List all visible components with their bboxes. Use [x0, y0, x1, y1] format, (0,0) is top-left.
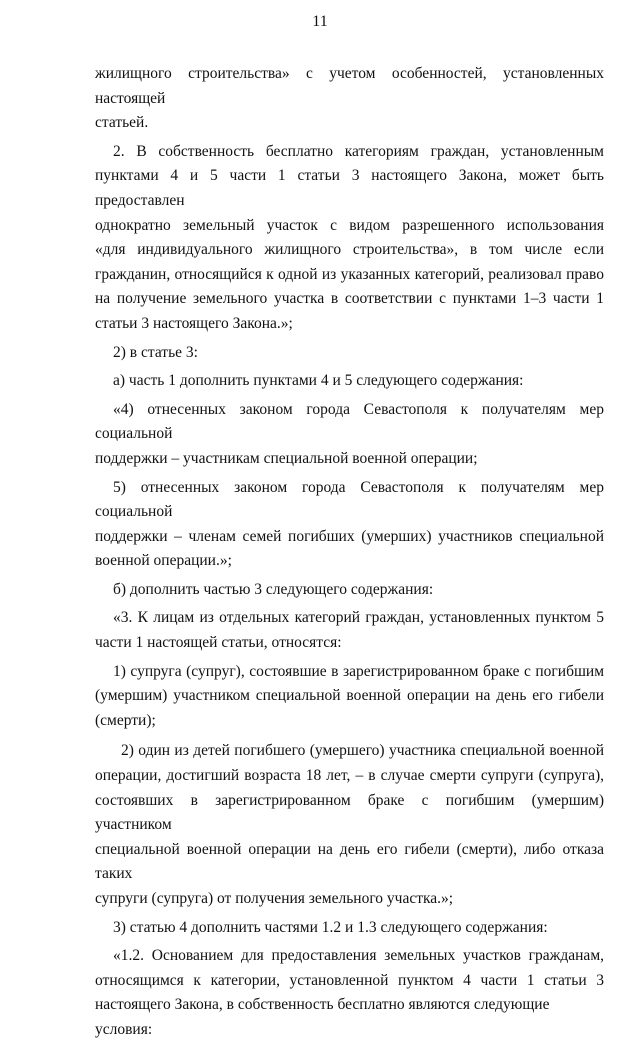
- text-line: однократно земельный участок с видом разрешенного использования: [95, 216, 604, 234]
- text-line: пунктами 4 и 5 части 1 статьи 3 настоящего Закона, может быть предоставлен: [95, 167, 604, 209]
- text-line: поддержки – участникам специальной военной операции;: [95, 449, 478, 467]
- text-line: жилищного строительства» с учетом особенностей, установленных настоящей: [95, 65, 604, 107]
- text-line: относящимся к категории, установленной пунктом 4 части 1 статьи 3: [95, 971, 604, 989]
- text-line: «для индивидуального жилищного строительства», в том числе если: [95, 241, 604, 259]
- text-line: поддержки – членам семей погибших (умерших) участников специальной: [95, 527, 604, 545]
- text-line: статьей.: [95, 114, 149, 132]
- document-body: [95, 62, 604, 1043]
- text-line: б) дополнить частью 3 следующего содержания:: [113, 580, 434, 598]
- text-line: на получение земельного участка в соответствии с пунктами 1–3 части 1: [95, 290, 604, 308]
- text-line: операции, достигший возраста 18 лет, – в случае смерти супруги (супруга),: [95, 767, 604, 785]
- text-line: состоявших в зарегистрированном браке с погибшим (умершим) участником: [95, 791, 604, 834]
- text-line: 1) супруга (супруг), состоявшие в зарегистрированном браке с погибшим: [113, 662, 604, 680]
- text-line: части 1 настоящей статьи, относятся:: [95, 634, 342, 652]
- text-line: «4) отнесенных законом города Севастополя к получателям мер социальной: [95, 400, 604, 443]
- text-line: супруги (супруга) от получения земельного участка.»;: [95, 890, 454, 907]
- text-line: 2) в статье 3:: [113, 343, 198, 361]
- text-line: 2) один из детей погибшего (умершего) участника специальной военной: [121, 742, 604, 760]
- text-line: «1.2. Основанием для предоставления земельных участков гражданам,: [113, 947, 604, 965]
- text-line: (умершим) участником специальной военной операции на день его гибели: [95, 687, 604, 705]
- text-line: специальной военной операции на день его гибели (смерти), либо отказа таких: [95, 840, 604, 883]
- text-line: 3) статью 4 дополнить частями 1.2 и 1.3 следующего содержания:: [113, 918, 548, 936]
- text-line: (смерти);: [95, 711, 156, 729]
- text-line: а) часть 1 дополнить пунктами 4 и 5 следующего содержания:: [113, 372, 524, 390]
- text-line: гражданин, относящийся к одной из указанных категорий, реализовал право: [95, 265, 604, 283]
- text-line: 2. В собственность бесплатно категориям граждан, установленным: [113, 142, 604, 160]
- text-line: 5) отнесенных законом города Севастополя к получателям мер социальной: [95, 478, 604, 521]
- text-line: «3. К лицам из отдельных категорий граждан, установленных пунктом 5: [113, 609, 604, 627]
- text-line: военной операции.»;: [95, 552, 232, 570]
- page-number: 11: [312, 13, 328, 30]
- text-line: статьи 3 настоящего Закона.»;: [95, 314, 293, 332]
- text-line: настоящего Закона, в собственность бесплатно являются следующие условия:: [95, 996, 550, 1038]
